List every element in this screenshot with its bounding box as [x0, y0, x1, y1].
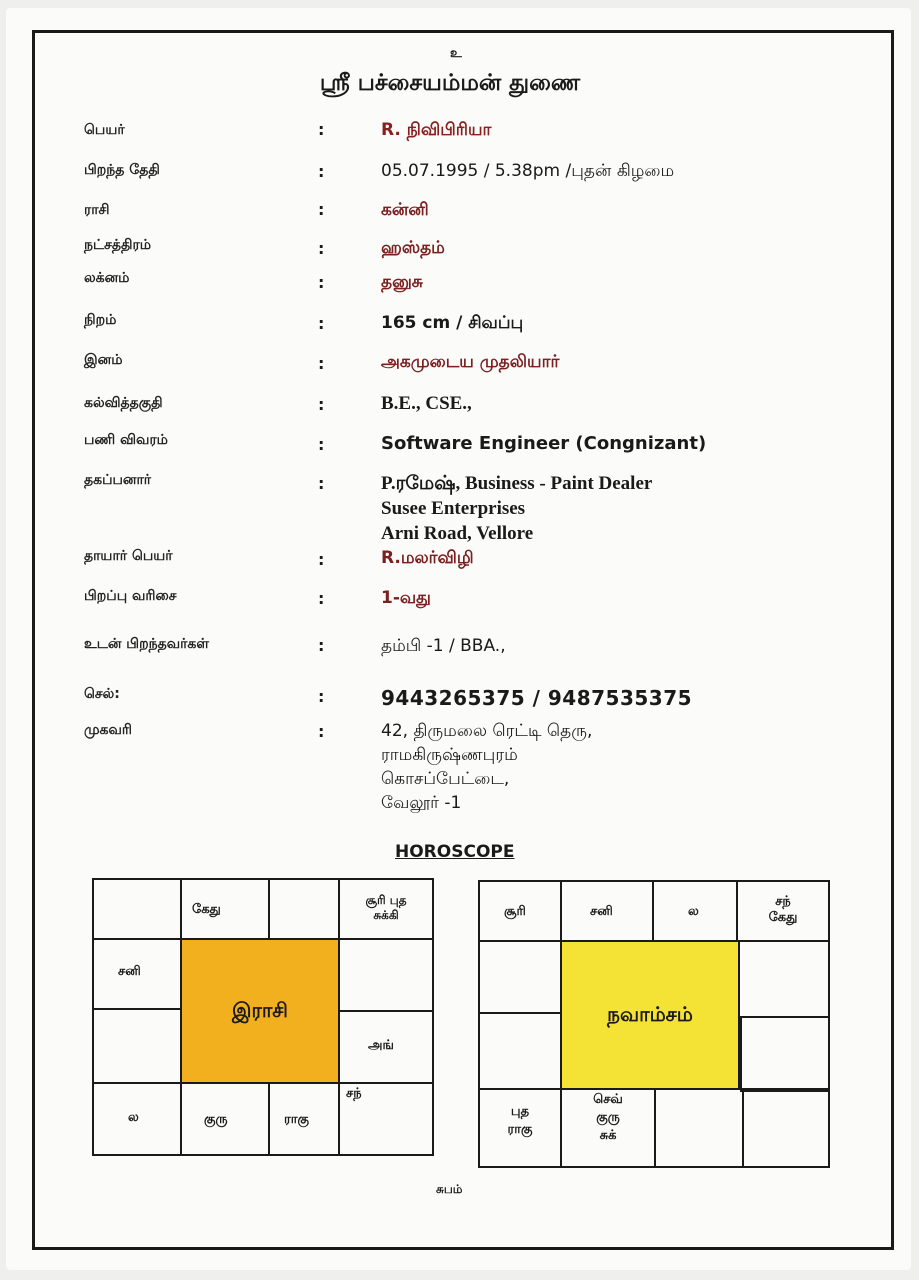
colon: :	[318, 550, 325, 569]
navamsa-planet-label: சனி	[590, 904, 613, 919]
rasi-planet-label: சந்	[346, 1086, 362, 1101]
phone-value: 9443265375 / 9487535375	[381, 686, 693, 710]
navamsa-planet-label: சந்	[775, 894, 791, 909]
siblings-label: உடன் பிறந்தவர்கள்	[84, 636, 209, 652]
rasi-planet-label: ல	[128, 1110, 139, 1125]
colour-value: 165 cm / சிவப்பு	[381, 313, 524, 333]
rasi-planet-label: சூரி புத	[365, 893, 407, 907]
colon: :	[318, 687, 325, 706]
navamsa-planet-label: சூரி	[504, 904, 526, 919]
education-label: கல்வித்தகுதி	[84, 395, 163, 411]
father-line-1: P.ரமேஷ், Business - Paint Dealer	[381, 473, 653, 494]
top-mark: உ	[450, 46, 462, 61]
navamsa-planet-label: சுக்	[599, 1128, 617, 1143]
colon: :	[318, 273, 325, 292]
rasi-planet-label: குரு	[204, 1112, 228, 1127]
colon: :	[318, 120, 325, 139]
siblings-value: தம்பி -1 / BBA.,	[381, 636, 506, 656]
colon: :	[318, 200, 325, 219]
rasi-cell	[92, 878, 182, 940]
navamsa-cell	[478, 1012, 562, 1090]
rasi-cell	[268, 878, 340, 940]
navamsa-planet-label: புத	[510, 1104, 530, 1119]
caste-value: அகமுடைய முதலியார்	[381, 352, 560, 372]
rasi-value: கன்னி	[381, 200, 429, 220]
colon: :	[318, 722, 325, 741]
navamsa-center-box: நவாம்சம்	[560, 940, 740, 1090]
dob-label: பிறந்த தேதி	[84, 162, 160, 178]
colon: :	[318, 314, 325, 333]
father-line-2: Susee Enterprises	[381, 498, 526, 519]
page-title: ஸ்ரீ பச்சையம்மன் துணை	[319, 70, 581, 96]
address-label: முகவரி	[84, 722, 132, 738]
birth-order-label: பிறப்பு வரிசை	[84, 588, 177, 604]
colon: :	[318, 239, 325, 258]
name-label: பெயர்	[84, 122, 125, 138]
navamsa-chart	[478, 880, 832, 1170]
address-line-1: 42, திருமலை ரெட்டி தெரு,	[381, 721, 593, 741]
rasi-planet-label: சனி	[118, 964, 141, 979]
navamsa-cell	[738, 940, 830, 1018]
lagnam-label: லக்னம்	[84, 270, 130, 286]
job-value: Software Engineer (Congnizant)	[381, 433, 707, 454]
navamsa-planet-label: செவ்	[593, 1092, 623, 1107]
navamsa-planet-label: ராகு	[507, 1122, 533, 1137]
colon: :	[318, 395, 325, 414]
rasi-planet-label: சுக்கி	[373, 908, 399, 922]
caste-label: இனம்	[84, 352, 123, 368]
colon: :	[318, 162, 325, 181]
footer-subham: சுபம்	[436, 1182, 463, 1196]
rasi-cell	[92, 1008, 182, 1084]
navamsa-planet-label: கேது	[768, 910, 798, 925]
mother-label: தாயார் பெயர்	[84, 548, 173, 564]
colon: :	[318, 589, 325, 608]
rasi-label: ராசி	[84, 202, 110, 218]
job-label: பணி விவரம்	[84, 432, 168, 448]
address-line-4: வேலூர் -1	[381, 793, 462, 813]
navamsa-planet-label: ல	[688, 904, 699, 919]
mother-value: R.மலர்விழி	[381, 548, 474, 568]
dob-value: 05.07.1995 / 5.38pm /புதன் கிழமை	[381, 161, 675, 181]
horoscope-heading: HOROSCOPE	[395, 842, 515, 862]
star-label: நட்சத்திரம்	[84, 237, 151, 253]
education-value: B.E., CSE.,	[381, 393, 472, 414]
colon: :	[318, 636, 325, 655]
navamsa-cell	[654, 1088, 744, 1168]
colour-label: நிறம்	[84, 312, 117, 328]
star-value: ஹஸ்தம்	[381, 238, 445, 258]
rasi-chart	[92, 878, 434, 1156]
colon: :	[318, 435, 325, 454]
rasi-cell	[338, 938, 434, 1012]
colon: :	[318, 354, 325, 373]
address-line-3: கொசப்பேட்டை,	[381, 769, 510, 789]
navamsa-cell	[478, 940, 562, 1014]
rasi-planet-label: ராகு	[284, 1112, 309, 1127]
rasi-planet-label: கேது	[192, 902, 221, 917]
lagnam-value: தனுசு	[381, 272, 423, 292]
father-line-3: Arni Road, Vellore	[381, 523, 534, 544]
address-line-2: ராமகிருஷ்ணபுரம்	[381, 745, 518, 765]
navamsa-cell	[742, 1088, 830, 1168]
colon: :	[318, 474, 325, 493]
rasi-center-box: இராசி	[180, 938, 340, 1084]
rasi-planet-label: அங்	[368, 1038, 394, 1053]
birth-order-value: 1-வது	[381, 588, 431, 608]
father-label: தகப்பனார்	[84, 472, 152, 488]
navamsa-planet-label: குரு	[596, 1110, 620, 1125]
phone-label: செல்:	[84, 686, 120, 702]
navamsa-cell	[740, 1016, 830, 1092]
name-value: R. நிவிபிரியா	[381, 120, 492, 140]
